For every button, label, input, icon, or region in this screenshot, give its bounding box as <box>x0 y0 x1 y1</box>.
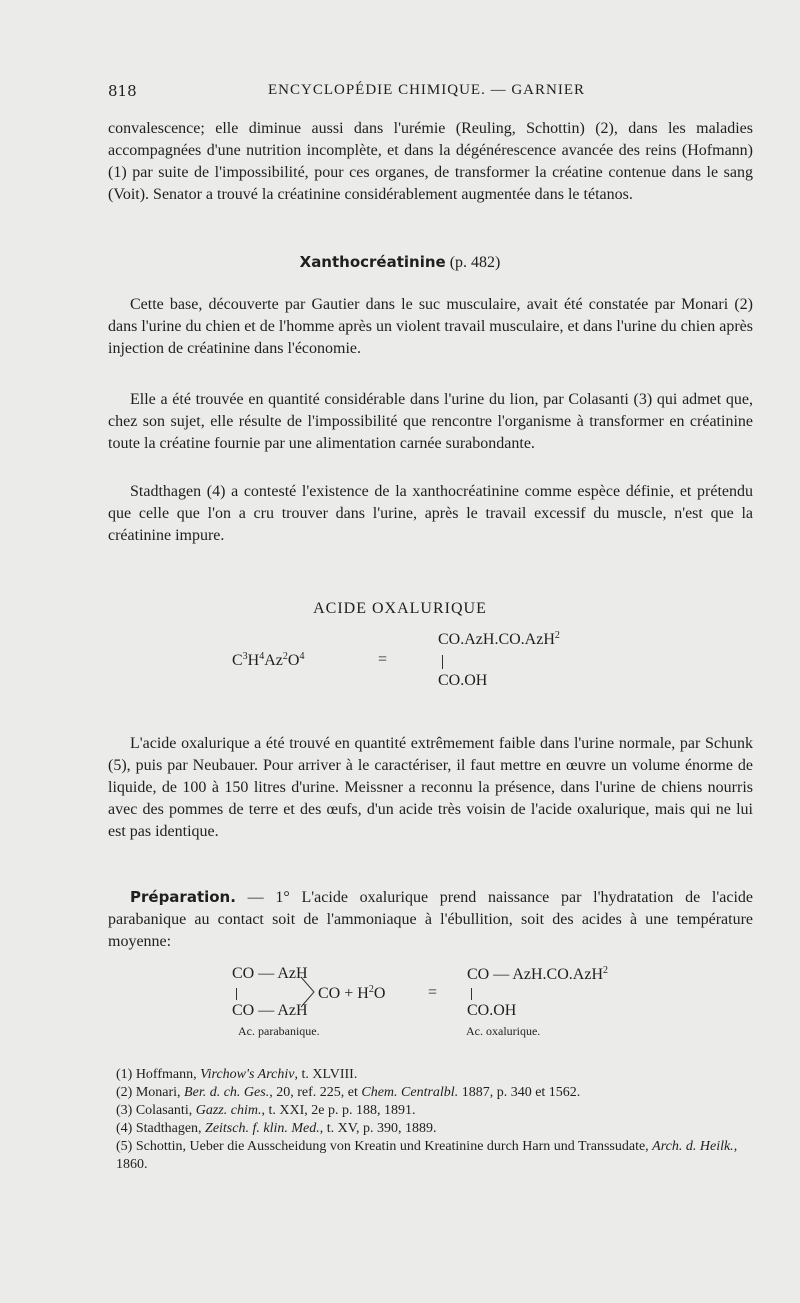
footnote-5: (5) Schottin, Ueber die Ausscheidung von Kreatin und Kreatinine durch Harn und Transsudate, Arch. d. Heilk., 1860. <box>116 1139 738 1172</box>
paragraph-preparation <box>108 886 753 953</box>
preparation-text: — 1° L'acide oxalurique prend naissance par l'hydratation de l'acide parabanique au contact soit de l'ammoniaque à l'ébullition, soit des acides à une température moyenne: <box>108 889 753 950</box>
reaction-parabanic-top: CO — AzH <box>232 965 308 982</box>
reaction-middle: CO + $H^2O$ <box>318 984 386 1002</box>
formula-bond-line <box>442 655 443 669</box>
footnote-4: (4) Stadthagen, Zeitsch. f. klin. Med., t. XV, p. 390, 1889. <box>116 1121 437 1136</box>
reaction-equals: = <box>428 984 438 1001</box>
footnote-3: (3) Colasanti, Gazz. chim., t. XXI, 2e p. p. 188, 1891. <box>116 1103 416 1118</box>
reaction-oxaluric-bottom: CO.OH <box>467 1002 517 1019</box>
paragraph-colasanti: Elle a été trouvée en quantité considérable dans l'urine du lion, par Colasanti (3) qui admet que, chez son sujet, elle résulte de l'impossibilité que rencontre l'organisme à transformer en créatinine toute la créatine fournie par une alimentation carnée surabondante. <box>108 391 753 452</box>
preparation-label: Préparation. <box>130 888 236 906</box>
reaction-brace-icon <box>300 975 318 1011</box>
reaction-parabanic-bottom: CO — AzH <box>232 1002 308 1019</box>
reaction-left-bond <box>236 988 237 1000</box>
paragraph-gautier: Cette base, découverte par Gautier dans le suc musculaire, avait été constatée par Monari (2) dans l'urine du chien et de l'homme après un violent travail musculaire, et dans l'urine du chien après injection de créatinine dans l'économie. <box>108 296 753 357</box>
formula-equals: = <box>378 651 388 668</box>
xanthocreatinine-title: Xanthocréatinine <box>299 253 446 271</box>
footnote-2: (2) Monari, Ber. d. ch. Ges., 20, ref. 225, et Chem. Centralbl. 1887, p. 340 et 1562. <box>116 1085 581 1100</box>
reaction-right-bond <box>471 988 472 1000</box>
reaction-oxaluric-top: CO — AzH.CO.AzH$^2$ <box>467 965 608 983</box>
formula-bottom: CO.OH <box>438 672 488 689</box>
xanthocreatinine-page-ref: (p. 482) <box>445 254 501 271</box>
paragraph-schunk: L'acide oxalurique a été trouvé en quantité extrêmement faible dans l'urine normale, par Schunk (5), puis par Neubauer. Pour arriver à le caractériser, il faut mettre en œuvre un volume énorme de liquide, de 100 à 150 litres d'urine. Meissner a reconnu la présence, dans l'urine de chiens nourris avec des pommes de terre et des œufs, d'un acide très voisin de l'acide oxalurique, mais qui ne lui est pas identique. <box>108 735 753 840</box>
label-oxaluric-acid: Ac. oxalurique. <box>466 1024 541 1038</box>
running-title: ENCYCLOPÉDIE CHIMIQUE. — GARNIER <box>268 82 585 98</box>
label-parabanic-acid: Ac. parabanique. <box>238 1024 320 1038</box>
section-heading-oxaluric-acid: ACIDE OXALURIQUE <box>313 600 487 617</box>
paragraph-stadthagen: Stadthagen (4) a contesté l'existence de la xanthocréatinine comme espèce définie, et prétendu que celle que l'on a cru trouver dans l'urine, après le travail excessif du muscle, n'est que la créatinine impure. <box>108 483 753 544</box>
page-header <box>108 82 752 104</box>
formula-top: CO.AzH.CO.AzH$^2$ <box>438 630 560 648</box>
paragraph-convalescence: convalescence; elle diminue aussi dans l'urémie (Reuling, Schottin) (2), dans les maladies accompagnées d'une nutrition incomplète, et dans la dégénérescence avancée des reins (Hofmann) (1) par suite de l'impossibilité, pour ces organes, de transformer la créatine contenue dans le sang (Voit). Senator a trouvé la créatinine considérablement augmentée dans le tétanos. <box>108 120 753 203</box>
page-number: 818 <box>108 82 137 100</box>
formula-raw: $C^3H^4Az^2O^4$ <box>232 651 305 669</box>
footnote-1: (1) Hoffmann, Virchow's Archiv, t. XLVIII. <box>116 1067 358 1082</box>
section-heading-xanthocreatinine <box>0 253 800 272</box>
